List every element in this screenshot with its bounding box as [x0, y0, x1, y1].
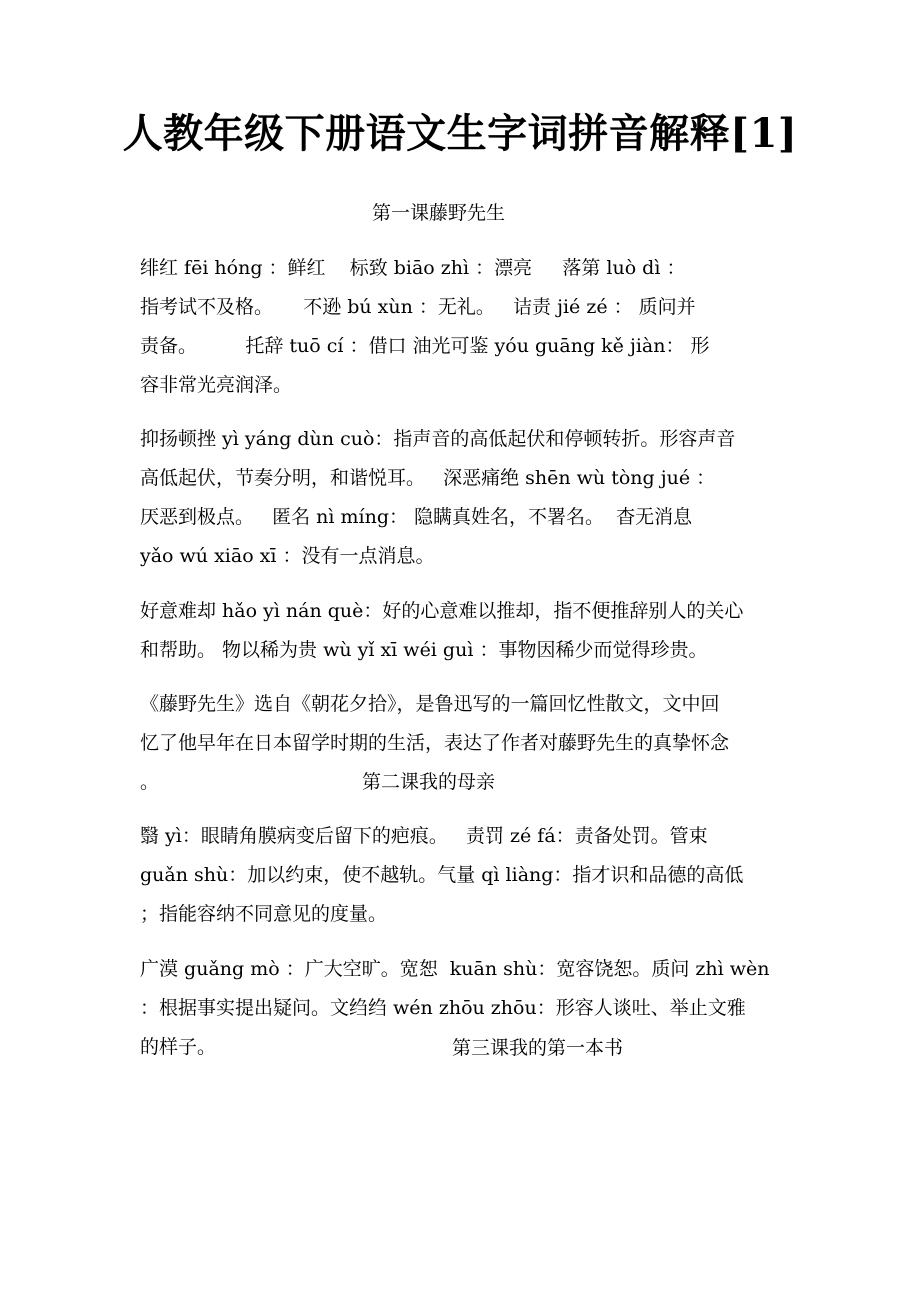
text-line: yǎo wú xiāo xī ：没有一点消息。 [140, 545, 435, 567]
text-line: 厌恶到极点。 匿名 nì míng： 隐瞒真姓名，不署名。 杳无消息 [140, 506, 693, 528]
text-line: 。 [140, 771, 160, 793]
paragraph-3 [140, 592, 782, 670]
text-line: 翳 yì：眼睛角膜病变后留下的疤痕。 责罚 zé fá：责备处罚。管束 [140, 825, 708, 847]
text-line: 忆了他早年在日本留学时期的生活，表达了作者对藤野先生的真挚怀念 [140, 732, 730, 754]
text-line: 容非常光亮润泽。 [140, 374, 293, 396]
paragraph-5 [140, 817, 782, 934]
lesson-1-heading: 第一课藤野先生 [372, 202, 506, 224]
text-line: 广漠 guǎng mò ：广大空旷。宽恕 kuān shù：宽容饶恕。质问 zhì wèn [140, 958, 770, 980]
text-line: ：根据事实提出疑问。文绉绉 wén zhōu zhōu：形容人谈吐、举止文雅 [140, 997, 746, 1019]
document-title: 人教年级下册语文生字词拼音解释[1] [122, 110, 798, 157]
text-line: 的样子。 [140, 1036, 217, 1058]
text-line: 指考试不及格。 不逊 bú xùn ：无礼。 诘责 jié zé ： 质问并 [140, 296, 696, 318]
paragraph-1 [140, 249, 782, 405]
lesson-3-heading: 第三课我的第一本书 [452, 1037, 624, 1059]
text-line: 绯红 fēi hóng ：鲜红 标致 biāo zhì ：漂亮 落第 luò dì ： [140, 257, 686, 279]
lesson-2-heading: 第二课我的母亲 [362, 771, 496, 793]
text-line: 和帮助。 物以稀为贵 wù yǐ xī wéi guì ：事物因稀少而觉得珍贵。 [140, 639, 708, 661]
text-line: 高低起伏，节奏分明，和谐悦耳。 深恶痛绝 shēn wù tòng jué ： [140, 467, 716, 489]
text-line: guǎn shù：加以约束，使不越轨。气量 qì liàng：指才识和品德的高低 [140, 864, 744, 886]
text-line: 责备。 托辞 tuō cí ：借口 油光可鉴 yóu guāng kě jiàn： 形 [140, 335, 710, 357]
text-line: ；指能容纳不同意见的度量。 [140, 903, 388, 925]
text-line: 抑扬顿挫 yì yáng dùn cuò：指声音的高低起伏和停顿转折。形容声音 [140, 428, 736, 450]
text-line: 《藤野先生》选自《朝花夕拾》，是鲁迅写的一篇回忆性散文，文中回 [140, 693, 720, 715]
paragraph-2 [140, 420, 782, 576]
text-line: 好意难却 hǎo yì nán què：好的心意难以推却，指不便推辞别人的关心 [140, 600, 744, 622]
